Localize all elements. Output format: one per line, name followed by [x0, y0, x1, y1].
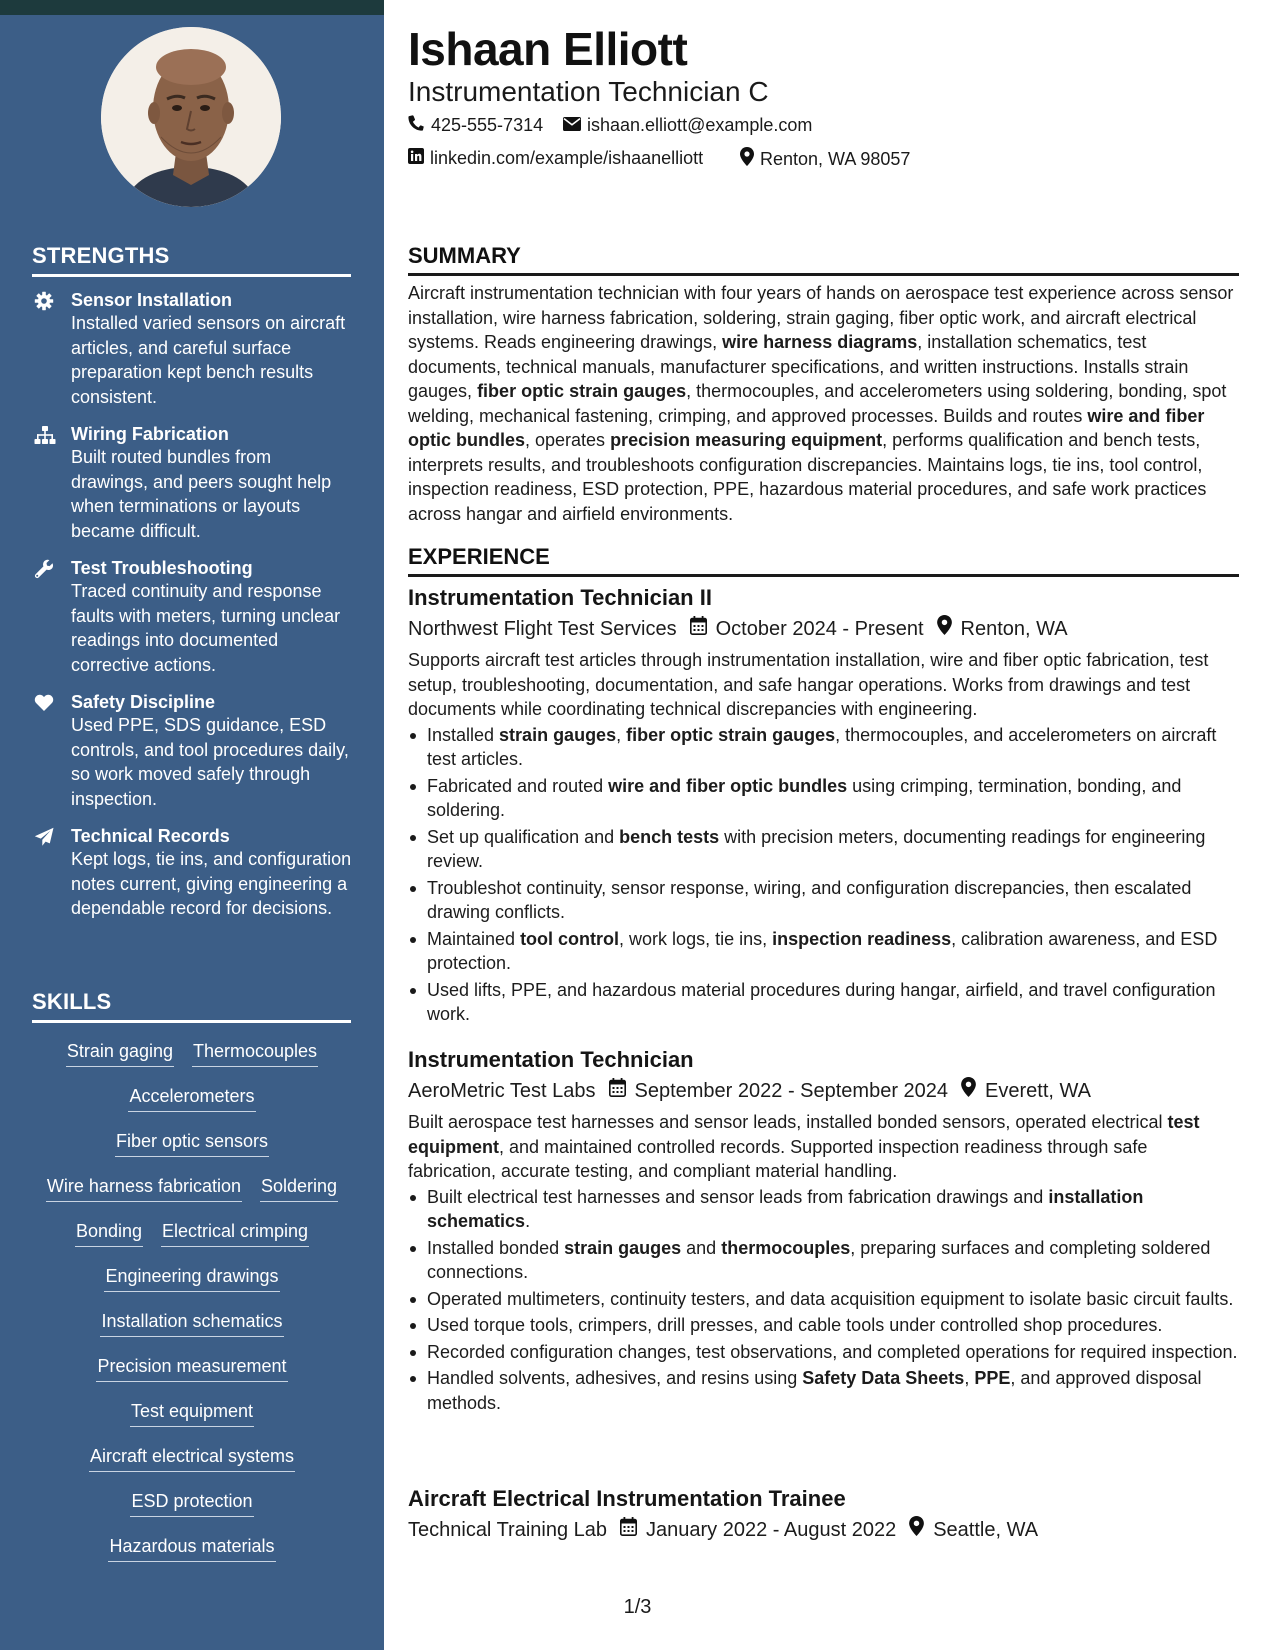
- skill-row: [32, 1354, 352, 1399]
- job-entry: [408, 1046, 1239, 1417]
- strength-item: [32, 423, 352, 543]
- job-dates: January 2022 - August 2022: [646, 1519, 897, 1541]
- skill-tag: Fiber optic sensors: [115, 1129, 269, 1157]
- calendar-icon: [607, 1516, 646, 1544]
- contact-location: [740, 147, 910, 171]
- job-bullet: Installed strain gauges, fiber optic strain gauges, thermocouples, and accelerometers on aircraft test articles.: [408, 723, 1239, 772]
- candidate-role: Instrumentation Technician C: [408, 76, 769, 107]
- job-entry: [408, 1485, 1239, 1544]
- skill-row: [32, 1219, 352, 1264]
- map-pin-icon: [948, 1077, 985, 1105]
- skill-row: [32, 1264, 352, 1309]
- strength-item: [32, 691, 352, 811]
- skill-tag: Accelerometers: [128, 1084, 255, 1112]
- skill-row: [32, 1039, 352, 1084]
- job-location: Seattle, WA: [933, 1519, 1039, 1541]
- skill-row: [32, 1084, 352, 1129]
- summary-text: Aircraft instrumentation technician with four years of hands on aerospace test experience across sensor installation, wire harness fabrication, soldering, strain gaging, fiber optic work, and aircraft electrical systems. Reads engineering drawings, wire harness diagrams, installation schematics, test documents, technical manuals, manufacturer specifications, and written instructions. Installs strain gauges, fiber optic strain gauges, thermocouples, and accelerometers using soldering, bonding, spot welding, mechanical fastening, crimping, and approved processes. Builds and routes wire and fiber optic bundles, operates precision measuring equipment, performs qualification and bench tests, interprets results, and troubleshoots configuration discrepancies. Maintains logs, tie ins, tool control, inspection readiness, ESD protection, PPE, hazardous material procedures, and safe work practices across hangar and airfield environments.: [408, 283, 1234, 524]
- job-meta: [408, 1516, 1239, 1544]
- linkedin-url[interactable]: linkedin.com/example/ishaanelliott: [430, 148, 704, 168]
- email-address[interactable]: ishaan.elliott@example.com: [587, 115, 813, 135]
- sidebar-top-bar: [0, 0, 384, 15]
- job-description: Built aerospace test harnesses and sensor leads, installed bonded sensors, operated electrical test equipment, and maintained controlled records. Supported inspection readiness through safe fabrication, accurate testing, and compliant material handling.: [408, 1112, 1200, 1181]
- skill-tag: Soldering: [260, 1174, 338, 1202]
- skill-tag: Aircraft electrical systems: [89, 1444, 295, 1472]
- calendar-icon: [596, 1077, 635, 1105]
- profile-photo: [101, 27, 281, 207]
- job-entry: [408, 584, 1239, 1029]
- map-pin-icon: [896, 1516, 933, 1544]
- job-bullet: Used lifts, PPE, and hazardous material procedures during hangar, airfield, and travel configuration work.: [408, 978, 1239, 1027]
- skills-heading: SKILLS: [32, 989, 351, 1023]
- sidebar: [0, 0, 384, 1650]
- skill-tag: Test equipment: [130, 1399, 254, 1427]
- strength-description: Installed varied sensors on aircraft articles, and careful surface preparation kept bench results consistent.: [71, 313, 346, 407]
- job-bullet: Built electrical test harnesses and sensor leads from fabrication drawings and installation schematics.: [408, 1185, 1239, 1234]
- job-dates: October 2024 - Present: [715, 618, 924, 640]
- job-bullets: [408, 723, 1239, 1027]
- job-bullet: Recorded configuration changes, test observations, and completed operations for required inspection.: [408, 1340, 1239, 1365]
- job-bullet: Used torque tools, crimpers, drill presses, and cable tools under controlled shop procedures.: [408, 1313, 1239, 1338]
- skill-tag: Engineering drawings: [104, 1264, 279, 1292]
- skill-tag: Thermocouples: [192, 1039, 318, 1067]
- skill-row: [32, 1534, 352, 1579]
- job-meta: [408, 1077, 1239, 1105]
- skill-row: [32, 1174, 352, 1219]
- job-meta: [408, 615, 1239, 643]
- job-bullet: Maintained tool control, work logs, tie ins, inspection readiness, calibration awareness, and ESD protection.: [408, 927, 1239, 976]
- strength-item: [32, 825, 352, 921]
- contact-linkedin[interactable]: [408, 147, 703, 169]
- job-title: Instrumentation Technician II: [408, 585, 712, 610]
- experience-heading: EXPERIENCE: [408, 544, 1239, 577]
- skill-row: [32, 1399, 352, 1444]
- company-name: Technical Training Lab: [408, 1519, 608, 1541]
- skill-row: [32, 1129, 352, 1174]
- strength-description: Kept logs, tie ins, and configuration notes current, giving engineering a dependable record for decisions.: [71, 849, 352, 918]
- skill-row: [32, 1444, 352, 1489]
- map-pin-icon: [740, 147, 754, 171]
- envelope-icon: [563, 114, 581, 136]
- strength-description: Traced continuity and response faults with meters, turning unclear readings into documented corrective actions.: [71, 581, 341, 675]
- strength-title: Wiring Fabrication: [71, 424, 229, 444]
- location-text: Renton, WA 98057: [760, 149, 911, 169]
- sitemap-icon: [34, 425, 54, 445]
- skill-row: [32, 1489, 352, 1534]
- candidate-name: Ishaan Elliott: [408, 23, 688, 75]
- strength-title: Safety Discipline: [71, 692, 216, 712]
- job-location: Renton, WA: [960, 618, 1068, 640]
- strengths-heading: STRENGTHS: [32, 243, 351, 277]
- phone-number: 425-555-7314: [431, 115, 544, 135]
- job-bullet: Fabricated and routed wire and fiber optic bundles using crimping, termination, bonding, and soldering.: [408, 774, 1239, 823]
- contact-phone: [408, 114, 543, 136]
- page-number: 1/3: [623, 1596, 652, 1618]
- job-description: Supports aircraft test articles through instrumentation installation, wire and fiber optic fabrication, test setup, troubleshooting, documentation, and safe hangar operations. Works from drawings and test documents while coordinating technical discrepancies with engineering.: [408, 650, 1209, 719]
- skill-tag: ESD protection: [130, 1489, 253, 1517]
- gear-icon: [34, 291, 54, 311]
- summary-heading: SUMMARY: [408, 243, 1239, 276]
- job-bullet: Set up qualification and bench tests with precision meters, documenting readings for engineering review.: [408, 825, 1239, 874]
- strength-title: Technical Records: [71, 826, 230, 846]
- phone-icon: [408, 114, 425, 136]
- skills-list: [32, 1039, 352, 1579]
- job-title: Aircraft Electrical Instrumentation Trainee: [408, 1486, 846, 1511]
- job-bullet: Troubleshot continuity, sensor response, wiring, and configuration discrepancies, then escalated drawing conflicts.: [408, 876, 1239, 925]
- job-bullet: Operated multimeters, continuity testers, and data acquisition equipment to isolate basic circuit faults.: [408, 1287, 1239, 1312]
- skill-tag: Hazardous materials: [108, 1534, 275, 1562]
- skill-tag: Precision measurement: [96, 1354, 287, 1382]
- company-name: Northwest Flight Test Services: [408, 618, 677, 640]
- job-dates: September 2022 - September 2024: [634, 1080, 949, 1102]
- linkedin-icon: [408, 147, 424, 169]
- skill-tag: Installation schematics: [100, 1309, 283, 1337]
- heart-icon: [34, 693, 54, 713]
- job-bullets: [408, 1185, 1239, 1416]
- strength-title: Sensor Installation: [71, 290, 233, 310]
- strength-description: Built routed bundles from drawings, and peers sought help when terminations or layouts became difficult.: [71, 447, 332, 541]
- job-title: Instrumentation Technician: [408, 1047, 694, 1072]
- strength-item: [32, 557, 352, 677]
- company-name: AeroMetric Test Labs: [408, 1080, 596, 1102]
- contact-email[interactable]: [563, 114, 812, 136]
- skill-tag: Bonding: [75, 1219, 143, 1247]
- job-location: Everett, WA: [985, 1080, 1091, 1102]
- skill-tag: Wire harness fabrication: [46, 1174, 242, 1202]
- paper-plane-icon: [34, 827, 54, 847]
- wrench-icon: [34, 559, 54, 579]
- job-bullet: Installed bonded strain gauges and thermocouples, preparing surfaces and completing soldered connections.: [408, 1236, 1239, 1285]
- strength-description: Used PPE, SDS guidance, ESD controls, and tool procedures daily, so work moved safely through inspection.: [71, 715, 349, 809]
- skill-tag: Strain gaging: [66, 1039, 174, 1067]
- map-pin-icon: [924, 615, 961, 643]
- skill-row: [32, 1309, 352, 1354]
- strengths-list: [32, 289, 352, 935]
- skill-tag: Electrical crimping: [161, 1219, 309, 1247]
- calendar-icon: [677, 615, 716, 643]
- job-bullet: Handled solvents, adhesives, and resins using Safety Data Sheets, PPE, and approved disposal methods.: [408, 1366, 1239, 1415]
- strength-item: [32, 289, 352, 409]
- strength-title: Test Troubleshooting: [71, 558, 253, 578]
